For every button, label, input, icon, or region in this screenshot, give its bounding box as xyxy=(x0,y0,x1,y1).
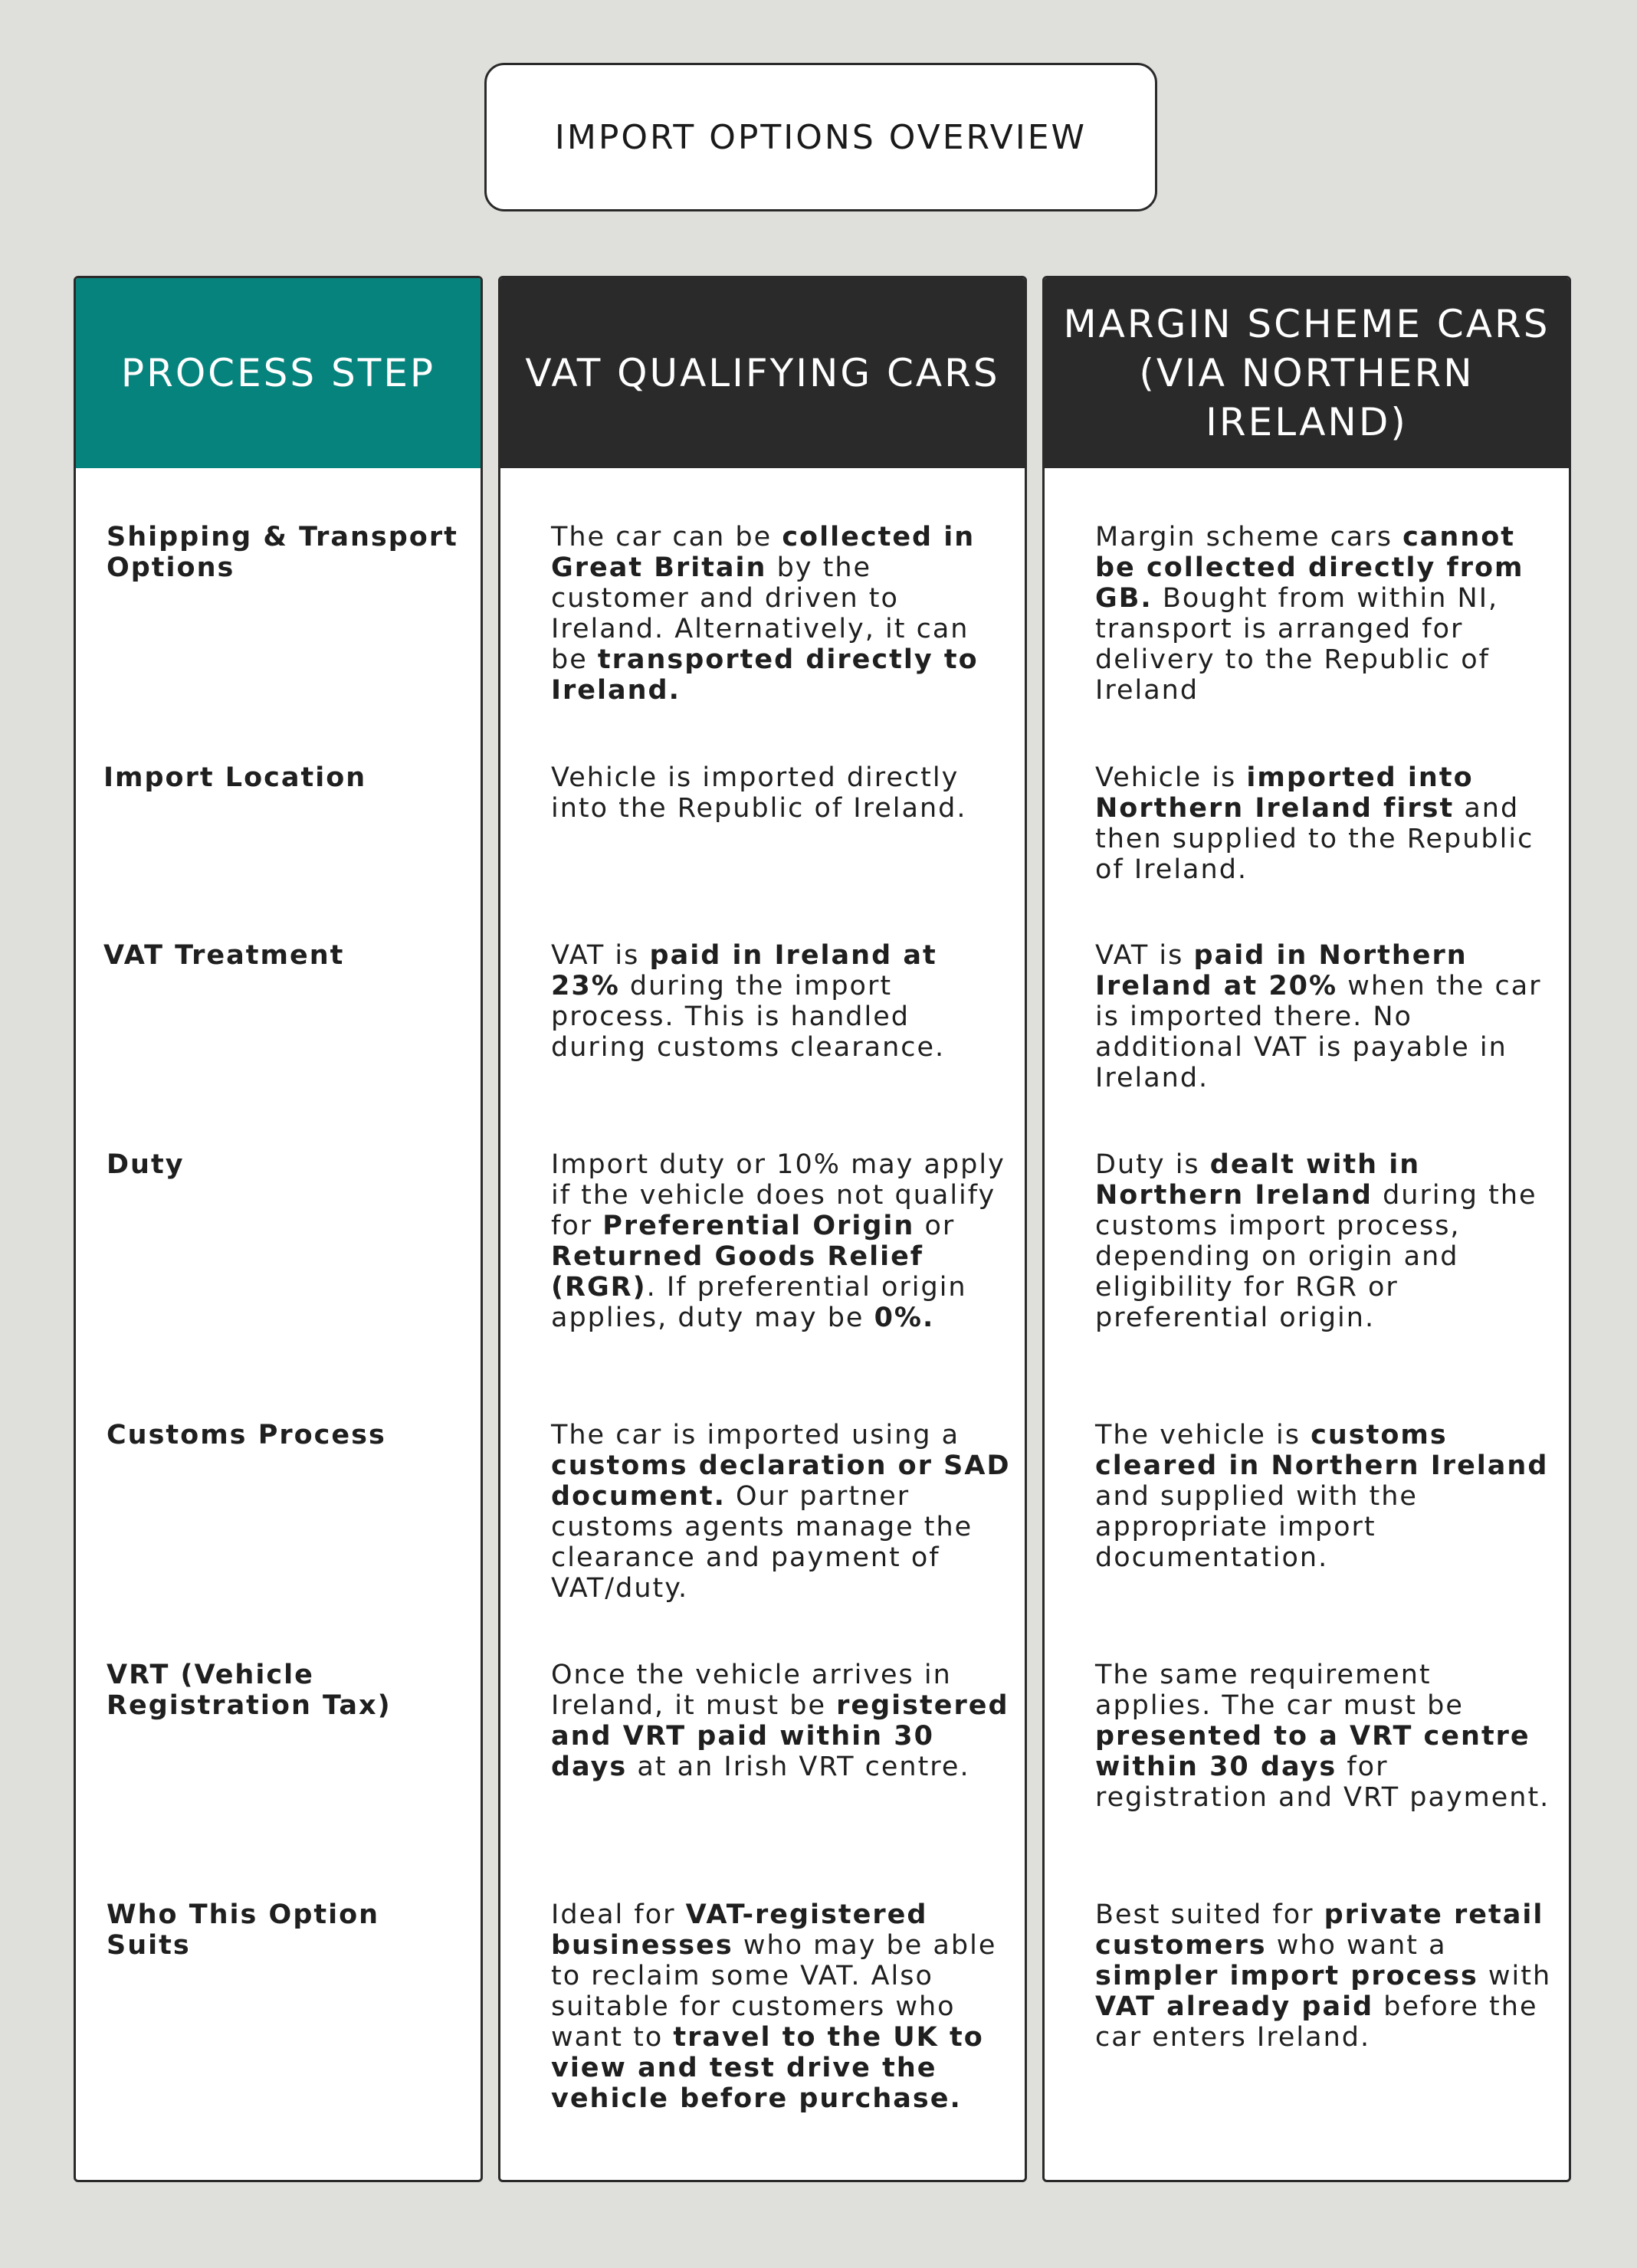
vat-import-location: Vehicle is imported directly into the Republic of Ireland. xyxy=(551,762,967,824)
step-customs: Customs Process xyxy=(107,1420,386,1450)
margin-scheme-header: MARGIN SCHEME CARS (VIA NORTHERN IRELAND) xyxy=(1045,278,1569,468)
step-vat-treatment: VAT Treatment xyxy=(103,940,345,971)
vat-vrt: Once the vehicle arrives in Ireland, it must be registered and VRT paid within 30 days at an Irish VRT centre. xyxy=(551,1660,1009,1782)
margin-duty: Duty is dealt with in Northern Ireland during the customs import process, depending on origin and eligibility for RGR or preferential origin. xyxy=(1095,1149,1537,1333)
vat-qualifying-header: VAT QUALIFYING CARS xyxy=(500,278,1025,468)
margin-import-location: Vehicle is imported into Northern Ireland first and then supplied to the Republic of Ireland. xyxy=(1095,762,1534,885)
step-who-suits: Who This Option Suits xyxy=(107,1899,380,1961)
step-import-location: Import Location xyxy=(103,762,367,793)
step-vrt: VRT (Vehicle Registration Tax) xyxy=(107,1660,392,1721)
page-title: IMPORT OPTIONS OVERVIEW xyxy=(554,117,1088,157)
vat-vat-treatment: VAT is paid in Ireland at 23% during the import process. This is handled during customs clearance. xyxy=(551,940,946,1063)
step-shipping: Shipping & Transport Options xyxy=(107,522,458,583)
vat-shipping: The car can be collected in Great Britain by the customer and driven to Ireland. Alternatively, it can be transported directly to Ireland. xyxy=(551,522,979,706)
margin-scheme-column xyxy=(1042,276,1571,2182)
step-duty: Duty xyxy=(107,1149,185,1180)
vat-duty: Import duty or 10% may apply if the vehicle does not qualify for Preferential Origin or Returned Goods Relief (RGR). If preferential origin applies, duty may be 0%. xyxy=(551,1149,1005,1333)
margin-vat-treatment: VAT is paid in Northern Ireland at 20% when the car is imported there. No additional VAT is payable in Ireland. xyxy=(1095,940,1542,1093)
margin-shipping: Margin scheme cars cannot be collected directly from GB. Bought from within NI, transport is arranged for delivery to the Republic of Ireland xyxy=(1095,522,1524,706)
vat-qualifying-column xyxy=(498,276,1027,2182)
margin-vrt: The same requirement applies. The car must be presented to a VRT centre within 30 days for registration and VRT payment. xyxy=(1095,1660,1550,1813)
process-step-header: PROCESS STEP xyxy=(76,278,481,468)
process-step-column xyxy=(74,276,483,2182)
title-box xyxy=(484,63,1157,211)
margin-who-suits: Best suited for private retail customers who want a simpler import process with VAT already paid before the car enters Ireland. xyxy=(1095,1899,1552,2053)
margin-customs: The vehicle is customs cleared in Northern Ireland and supplied with the appropriate import documentation. xyxy=(1095,1420,1549,1573)
vat-who-suits: Ideal for VAT-registered businesses who may be able to reclaim some VAT. Also suitable for customers who want to travel to the UK to view and test drive the vehicle before purchase. xyxy=(551,1899,997,2114)
vat-customs: The car is imported using a customs declaration or SAD document. Our partner customs agents manage the clearance and payment of VAT/duty. xyxy=(551,1420,1011,1604)
